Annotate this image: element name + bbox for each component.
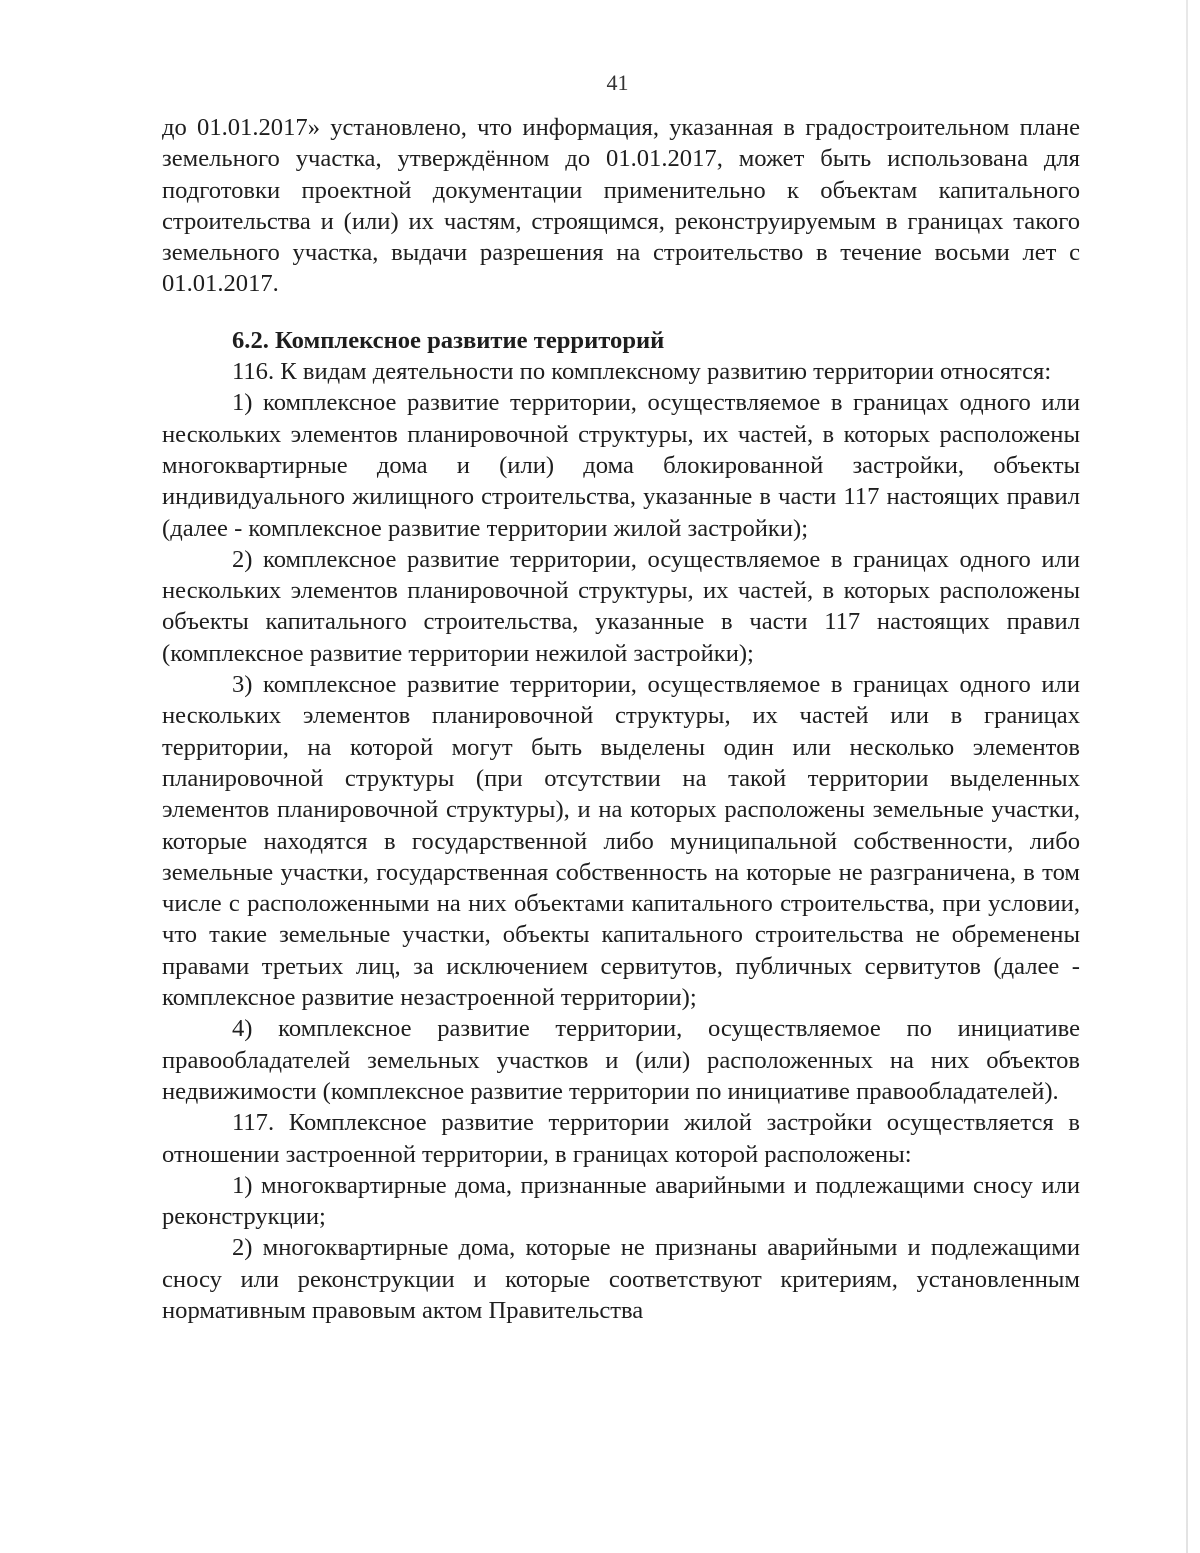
list-item-116-4: 4) комплексное развитие территории, осуществляемое по инициативе правообладателей земельных участков и (или) расположенных на них объектов недвижимости (комплексное развитие территории по инициативе правообладателей).: [162, 1015, 1080, 1105]
page-number: 41: [606, 70, 629, 95]
paragraph-continuation: до 01.01.2017» установлено, что информация, указанная в градостроительном плане земельного участка, утверждённом до 01.01.2017, может быть использована для подготовки проектной документации применительно к объектам капитального строительства и (или) их частям, строящимся, реконструируемым в границах такого земельного участка, выдачи разрешения на строительство в течение восьми лет с 01.01.2017.: [162, 114, 1080, 298]
scan-edge-shadow: [1186, 0, 1188, 1553]
document-body: [162, 112, 1080, 1326]
list-item-116-1: 1) комплексное развитие территории, осуществляемое в границах одного или нескольких элементов планировочной структуры, их частей, в которых расположены многоквартирные дома и (или) дома блокированной застройки, объекты индивидуального жилищного строительства, указанные в части 117 настоящих правил (далее - комплексное развитие территории жилой застройки);: [162, 389, 1080, 542]
list-item-116-3: 3) комплексное развитие территории, осуществляемое в границах одного или нескольких элементов планировочной структуры, их частей или в границах территории, на которой могут быть выделены один или несколько элементов планировочной структуры (при отсутствии на такой территории выделенных элементов планировочной структуры), и на которых расположены земельные участки, которые находятся в государственной либо муниципальной собственности, либо земельные участки, государственная собственность на которые не разграничена, в том числе с расположенными на них объектами капитального строительства, при условии, что такие земельные участки, объекты капитального строительства не обременены правами третьих лиц, за исключением сервитутов, публичных сервитутов (далее - комплексное развитие незастроенной территории);: [162, 671, 1080, 1012]
section-heading: 6.2. Комплексное развитие территорий: [232, 326, 665, 354]
list-item-117-1: 1) многоквартирные дома, признанные аварийными и подлежащими сносу или реконструкции;: [162, 1171, 1080, 1231]
paragraph-117: 117. Комплексное развитие территории жилой застройки осуществляется в отношении застроенной территории, в границах которой расположены:: [162, 1109, 1080, 1168]
list-item-117-2: 2) многоквартирные дома, которые не признаны аварийными и подлежащими сносу или реконструкции и которые соответствуют критериям, установленным нормативным правовым актом Правительства: [162, 1234, 1080, 1324]
paragraph-116: 116. К видам деятельности по комплексному развитию территории относятся:: [232, 358, 1052, 386]
list-item-116-2: 2) комплексное развитие территории, осуществляемое в границах одного или нескольких элементов планировочной структуры, их частей, в которых расположены объекты капитального строительства, указанные в части 117 настоящих правил (комплексное развитие территории нежилой застройки);: [162, 545, 1080, 667]
